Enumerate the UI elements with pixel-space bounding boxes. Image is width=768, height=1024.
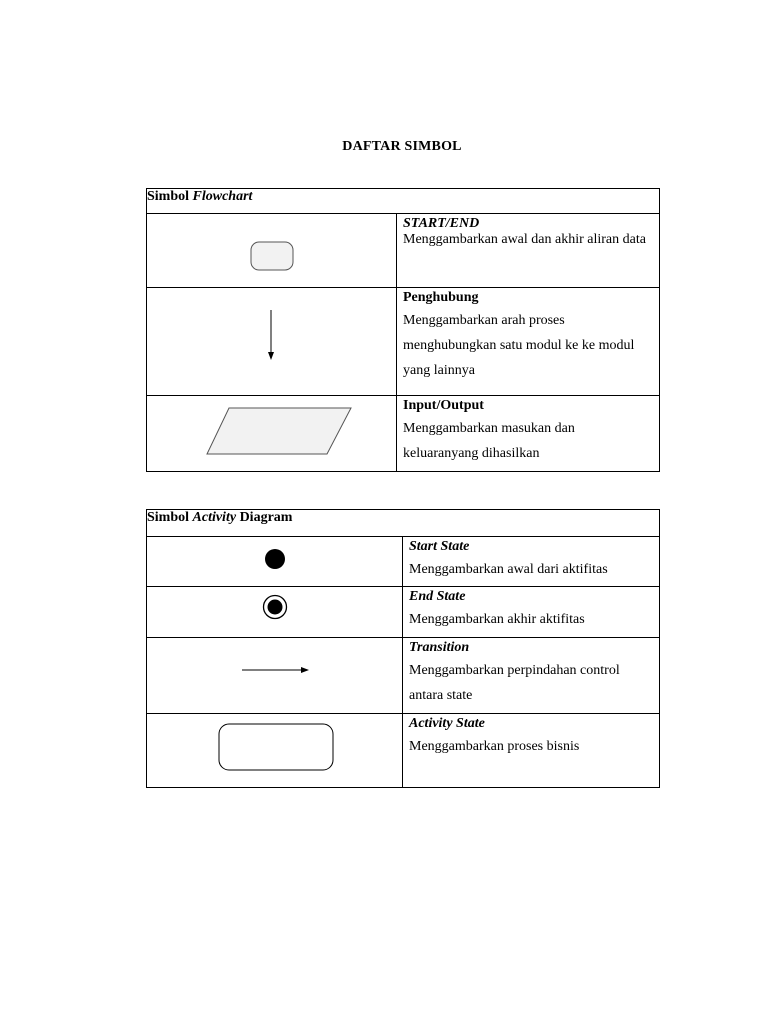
symbol-name: Input/Output [403,398,484,413]
header-prefix: Simbol [147,189,193,204]
table-row [147,288,660,396]
symbol-name: Start State [409,539,470,554]
border-segment [344,395,397,396]
symbol-name: End State [409,589,466,604]
table-row [147,638,660,714]
table-row [147,396,660,472]
border-segment [147,713,210,714]
symbol-description: Menggambarkan masukan dan keluaranyang dihasilkan [403,421,575,461]
description-cell [403,638,660,714]
description-cell [403,587,660,638]
flowchart-table-header [147,189,660,214]
description-cell [403,714,660,788]
symbol-name: START/END [403,216,480,231]
border-segment [338,713,403,714]
page-title: DAFTAR SIMBOL [342,139,462,154]
symbol-description: Menggambarkan akhir aktifitas [409,612,585,627]
header-prefix: Simbol [147,510,193,525]
flowchart-symbol-table [146,188,660,472]
symbol-cell [147,714,403,788]
symbol-description: Menggambarkan awal dan akhir aliran data [403,232,646,247]
symbol-cell [147,214,397,288]
description-cell [397,214,660,288]
table-row [147,537,660,587]
symbol-description: Menggambarkan proses bisnis [409,739,580,754]
activity-table-header [147,510,660,537]
border-segment [147,395,198,396]
symbol-name: Activity State [409,716,485,731]
symbol-description: Menggambarkan arah proses menghubungkan satu modul ke ke modul yang lainnya [403,313,635,378]
symbol-cell [147,396,397,472]
arrow-down-icon [265,308,277,364]
description-cell [403,537,660,587]
header-italic: Activity [192,510,237,525]
activity-symbol-table [146,509,660,788]
symbol-description: Menggambarkan perpindahan control antara state [409,663,620,703]
arrow-right-icon [241,665,311,675]
description-cell [397,396,660,472]
symbol-cell [147,587,403,638]
flowchart-header-cell [147,189,660,214]
symbol-name: Penghubung [403,290,479,305]
symbol-cell [147,537,403,587]
description-cell [397,288,660,396]
table-row [147,714,660,788]
bullseye-icon [261,593,289,621]
filled-circle-icon [263,547,287,571]
activity-header-cell [147,510,660,537]
table-row [147,214,660,288]
symbol-description: Menggambarkan awal dari aktifitas [409,562,608,577]
header-italic: Flowchart [192,189,253,204]
header-suffix: Diagram [236,510,293,525]
activity-state-icon [217,722,337,772]
symbol-name: Transition [409,640,470,655]
parallelogram-icon [205,406,355,458]
symbol-cell [147,638,403,714]
start-end-terminator-icon [249,240,295,272]
table-row [147,587,660,638]
symbol-cell [147,288,397,396]
